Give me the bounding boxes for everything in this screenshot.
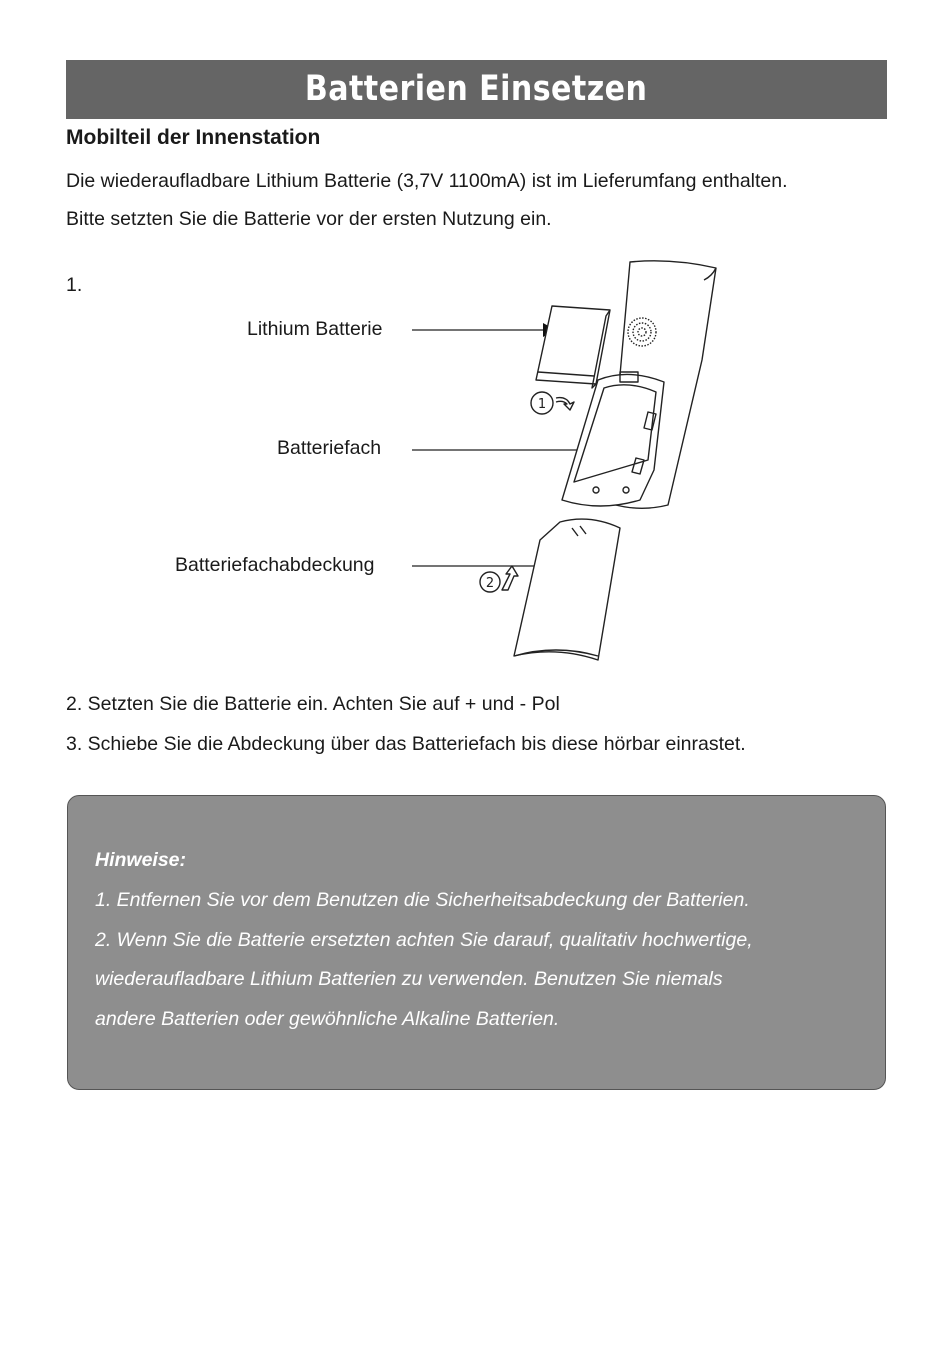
notes-line-3: wiederaufladbare Lithium Batterien zu verwenden. Benutzen Sie niemals [95, 968, 723, 990]
notes-line-2: 2. Wenn Sie die Batterie ersetzten achten Sie darauf, qualitativ hochwertige, [95, 929, 753, 951]
slide-up-arrow-icon [502, 566, 518, 590]
notes-box [67, 795, 886, 1090]
step-3: 3. Schiebe Sie die Abdeckung über das Batteriefach bis diese hörbar einrastet. [66, 733, 746, 755]
marker-1-label: 1 [537, 397, 547, 412]
battery-cover [514, 519, 620, 660]
step-2: 2. Setzten Sie die Batterie ein. Achten Sie auf + und - Pol [66, 693, 560, 715]
marker-2-label: 2 [485, 576, 495, 591]
rotate-arrow-icon [556, 398, 574, 410]
label-battery-cover: Batteriefachabdeckung [175, 554, 375, 576]
intro-line-2: Bitte setzten Sie die Batterie vor der ersten Nutzung ein. [66, 208, 552, 230]
section-heading: Mobilteil der Innenstation [66, 126, 321, 149]
intro-line-1: Die wiederaufladbare Lithium Batterie (3,7V 1100mA) ist im Lieferumfang enthalten. [66, 170, 788, 192]
label-lithium-battery: Lithium Batterie [247, 318, 383, 340]
handset-illustration [410, 255, 740, 670]
notes-line-4: andere Batterien oder gewöhnliche Alkaline Batterien. [95, 1008, 560, 1030]
notes-line-1: 1. Entfernen Sie vor dem Benutzen die Sicherheitsabdeckung der Batterien. [95, 889, 750, 911]
notes-heading: Hinweise: [95, 849, 187, 871]
page-title: Batterien Einsetzen [305, 69, 648, 109]
label-battery-compartment: Batteriefach [277, 437, 382, 459]
step-1-number: 1. [66, 274, 83, 296]
